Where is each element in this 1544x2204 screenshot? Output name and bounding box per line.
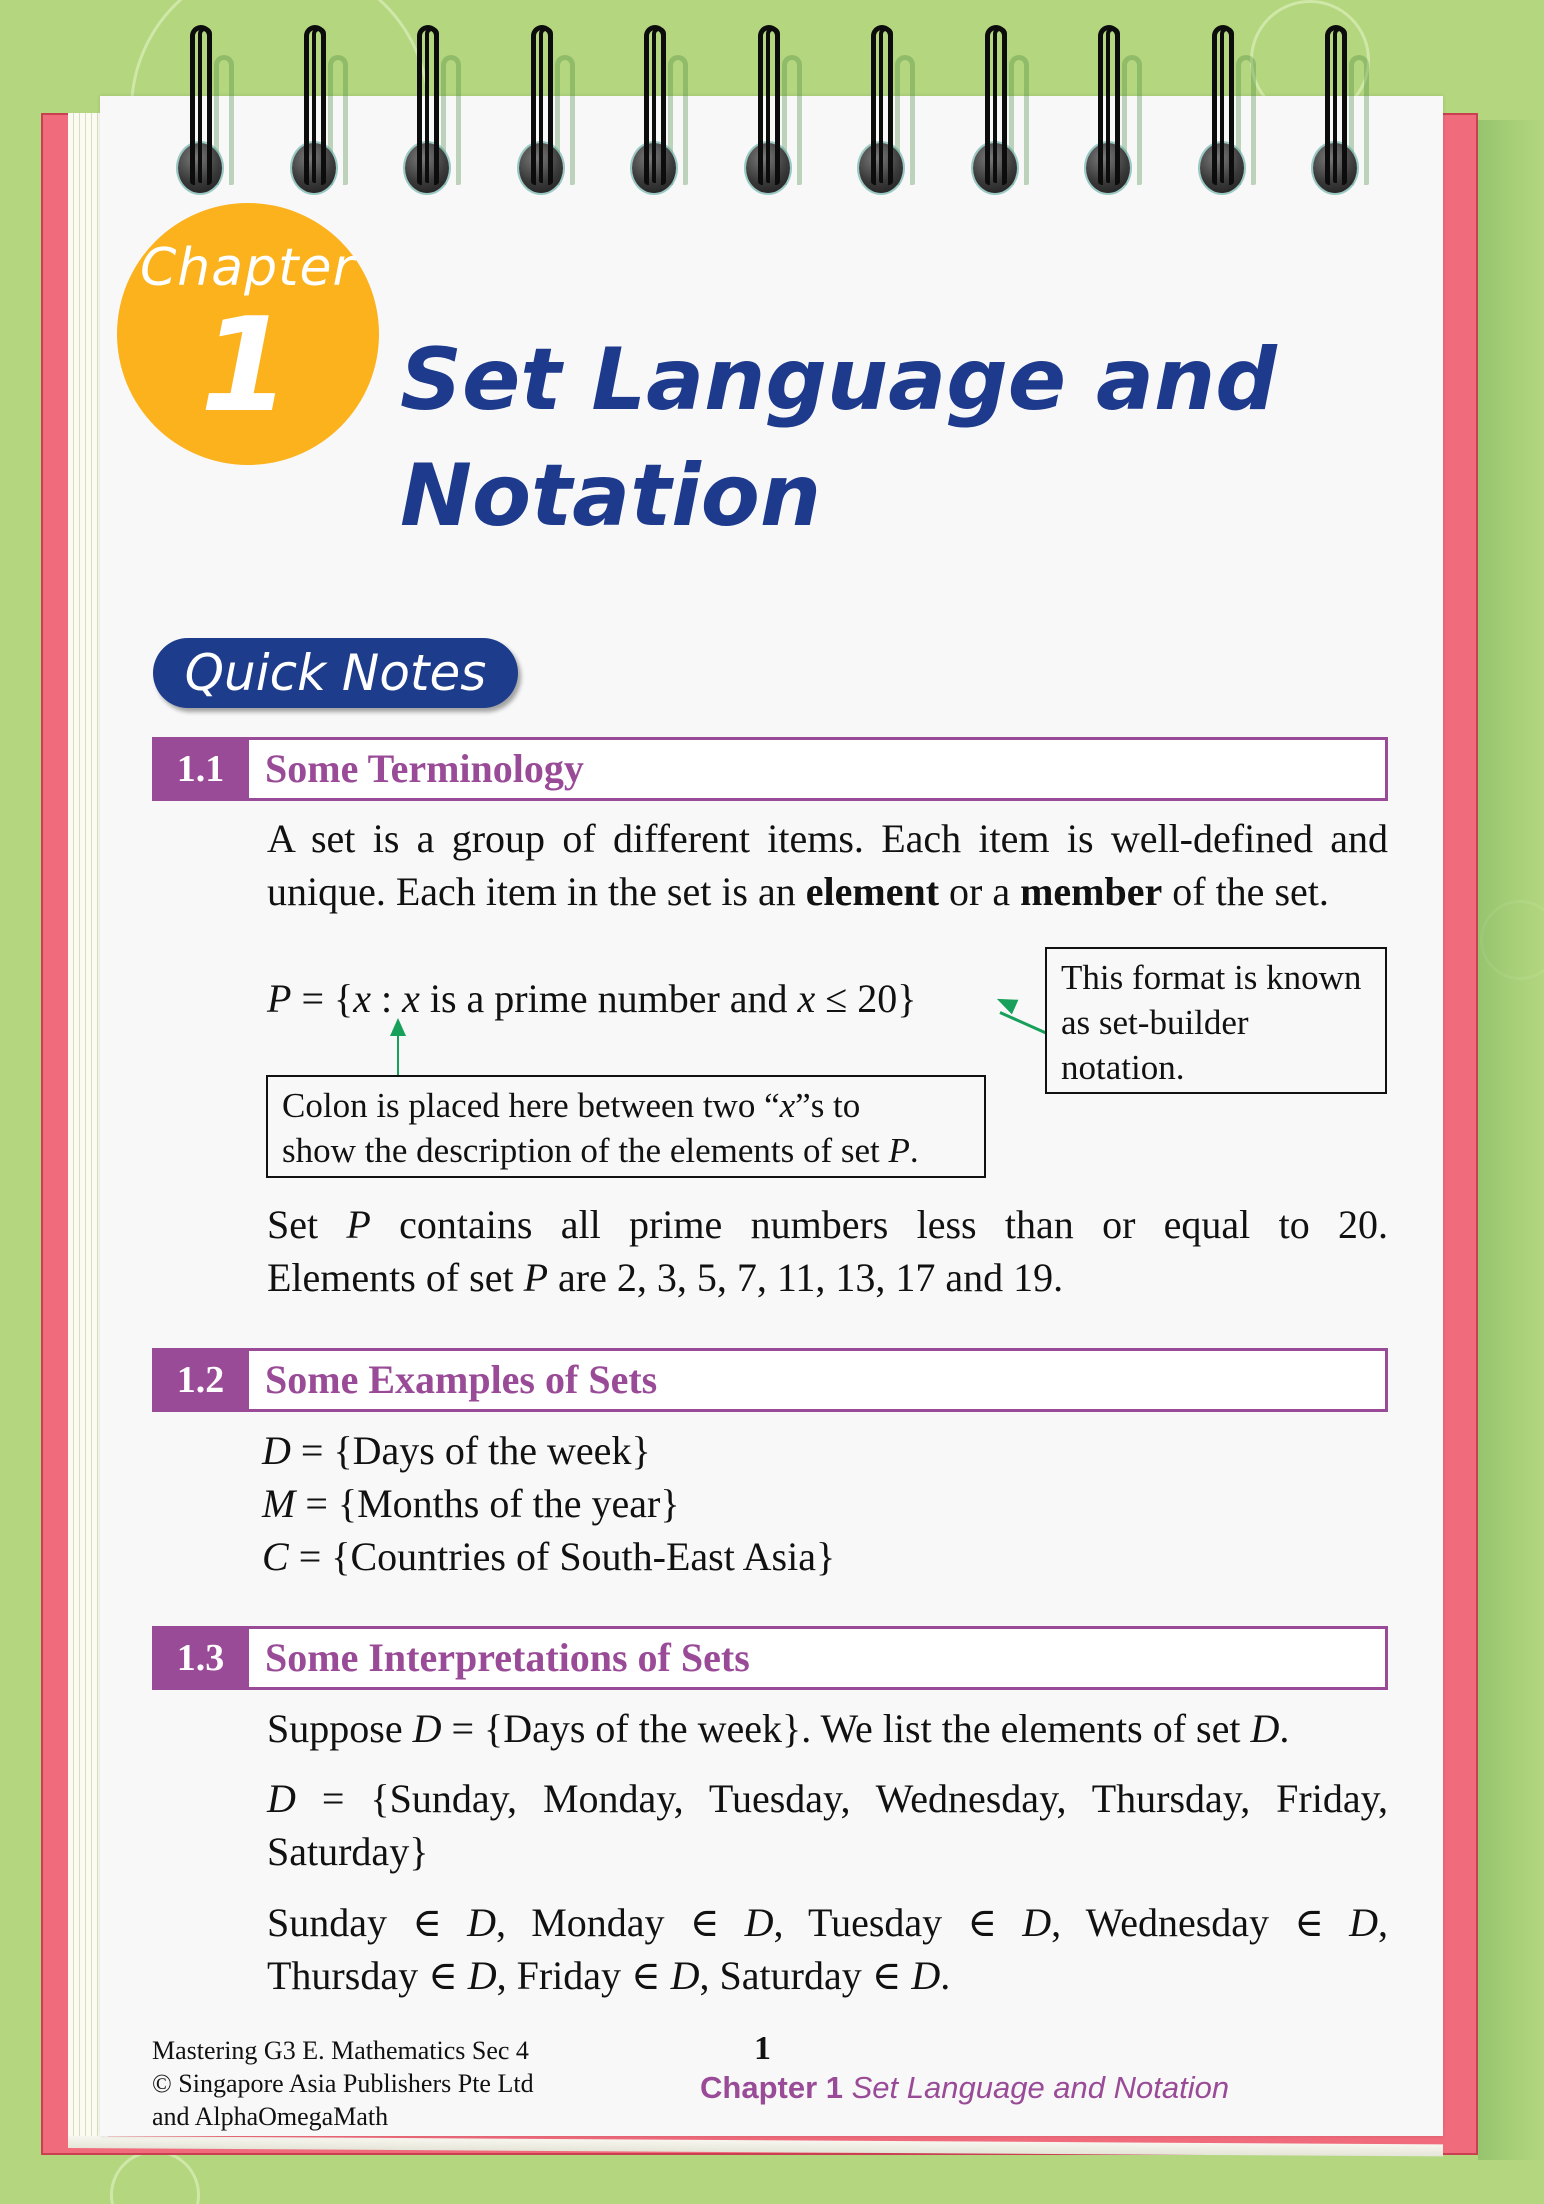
set-builder-formula: P = {x : x is a prime number and x ≤ 20}	[267, 976, 917, 1021]
spiral-ring	[292, 25, 352, 195]
section-title: Some Examples of Sets	[265, 1357, 658, 1402]
spiral-ring	[1086, 25, 1146, 195]
footer-publisher: Mastering G3 E. Mathematics Sec 4 © Singapore Asia Publishers Pte Ltd and AlphaOmegaMath	[152, 2036, 534, 2131]
section-number: 1.1	[152, 737, 249, 801]
ring-wire	[1220, 27, 1234, 183]
ring-wire	[993, 27, 1007, 183]
chapter-label: Chapter	[140, 238, 355, 298]
colon-arrow-head-icon	[390, 1018, 406, 1036]
spiral-ring	[632, 25, 692, 195]
section-title: Some Terminology	[265, 746, 584, 791]
chapter-number: 1	[200, 289, 291, 441]
example-item: M = {Months of the year}	[262, 1481, 680, 1526]
section-header-1-2	[152, 1348, 1388, 1412]
ring-wire	[312, 27, 326, 183]
ring-wire	[879, 27, 893, 183]
terminology-paragraph: A set is a group of different items. Each item is well-defined and unique. Each item in the set is an element or a member of the set.	[267, 816, 1388, 914]
section-header-1-1	[152, 737, 1388, 801]
ring-wire	[652, 27, 666, 183]
section-number: 1.3	[152, 1626, 249, 1690]
ring-wire	[425, 27, 439, 183]
spiral-ring	[405, 25, 465, 195]
term-element: element	[805, 869, 940, 914]
days-listing: D = {Sunday, Monday, Tuesday, Wednesday, Thursday, Friday, Saturday}	[267, 1776, 1388, 1874]
spiral-ring	[1200, 25, 1260, 195]
term-member: member	[1020, 869, 1163, 914]
quick-notes-banner: Quick Notes	[153, 638, 518, 708]
example-item: C = {Countries of South-East Asia}	[262, 1534, 836, 1579]
chapter-title-line1: Set Language and	[400, 330, 1277, 430]
spiral-ring	[178, 25, 238, 195]
chapter-title-line2: Notation	[400, 446, 822, 546]
example-item: D = {Days of the week}	[262, 1428, 651, 1473]
spiral-ring	[746, 25, 806, 195]
colon-callout: Colon is placed here between two “x”s to show the description of the elements of set P.	[266, 1075, 986, 1178]
background-shade	[1478, 120, 1544, 2160]
ring-wire	[1333, 27, 1347, 183]
set-builder-callout: This format is known as set-builder notation.	[1045, 947, 1387, 1094]
spiral-ring	[1313, 25, 1373, 195]
set-examples	[262, 1424, 835, 1583]
spiral-ring	[973, 25, 1033, 195]
ring-wire	[539, 27, 553, 183]
section-number: 1.2	[152, 1348, 249, 1412]
chapter-title	[400, 322, 1300, 554]
ring-wire	[1106, 27, 1120, 183]
prime-summary: Set P contains all prime numbers less than or equal to 20. Elements of set P are 2, 3, 5, 7, 11, 13, 17 and 19.	[267, 1202, 1388, 1300]
page-number: 1	[754, 2030, 771, 2067]
footer-chapter-title: Chapter 1 Set Language and Notation	[700, 2070, 1230, 2105]
spiral-ring	[519, 25, 579, 195]
colon-arrow-line	[397, 1030, 399, 1078]
interpretation-intro: Suppose D = {Days of the week}. We list the elements of set D.	[267, 1706, 1290, 1751]
background-doodle	[110, 2150, 200, 2204]
membership-statements	[267, 1896, 1388, 2002]
ring-wire	[766, 27, 780, 183]
section-header-1-3	[152, 1626, 1388, 1690]
membership-line-1: Sunday ∈ D, Monday ∈ D, Tuesday ∈ D, Wednesday ∈ D,	[267, 1900, 1388, 1945]
ring-wire	[198, 27, 212, 183]
membership-line-2: Thursday ∈ D, Friday ∈ D, Saturday ∈ D.	[267, 1953, 951, 1998]
spiral-ring	[859, 25, 919, 195]
section-title: Some Interpretations of Sets	[265, 1635, 750, 1680]
